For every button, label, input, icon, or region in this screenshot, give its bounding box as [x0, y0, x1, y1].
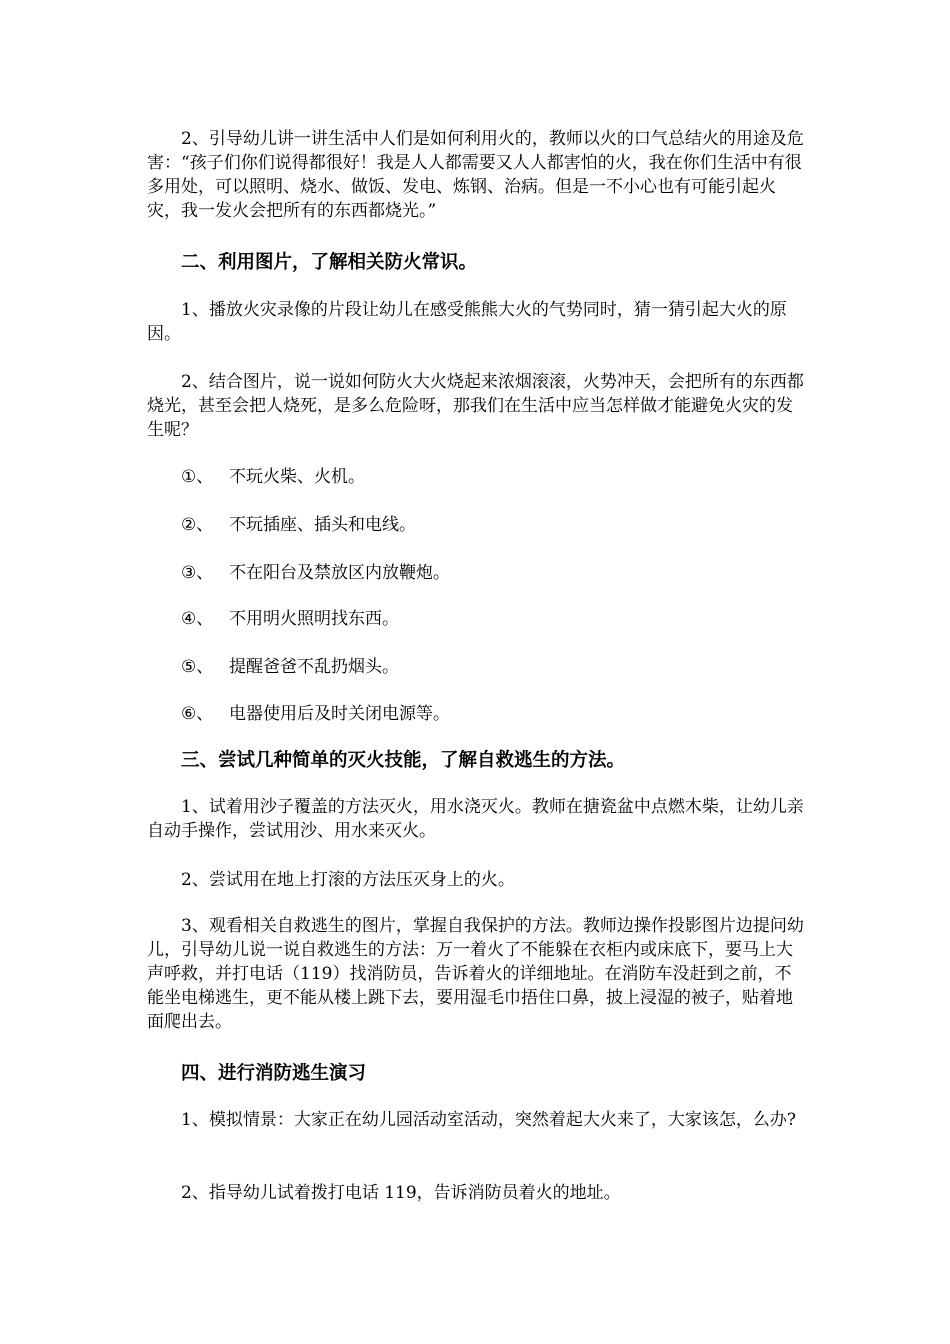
list-item — [181, 561, 801, 585]
heading-section-3: 三、尝试几种简单的灭火技能，了解自救逃生的方法。 — [181, 750, 626, 771]
paragraph-fire-uses: 2、引导幼儿讲一讲生活中人们是如何利用火的，教师以火的口气总结火的用途及危害：“孩子们你们说得都很好！我是人人都需要又人人都害怕的火，我在你们生活中有很多用处，可以照明、烧水、做饭、发电、炼钢、治病。但是一不小心也有可能引起火灾，我一发火会把所有的东西都烧光。” — [147, 129, 804, 221]
paragraph-fire-video: 1、播放火灾录像的片段让幼儿在感受熊熊大火的气势同时，猜一猜引起大火的原因。 — [147, 300, 787, 344]
paragraph-sand-water: 1、试着用沙子覆盖的方法灭火，用水浇灭火。教师在搪瓷盆中点燃木柴，让幼儿亲自动手操作，尝试用沙、用水来灭火。 — [147, 797, 804, 841]
paragraph-simulation: 1、模拟情景：大家正在幼儿园活动室活动，突然着起大火来了，大家该怎，么办? — [181, 1110, 796, 1130]
list-item-text: 电器使用后及时关闭电源等。 — [229, 704, 450, 724]
list-item — [181, 607, 801, 631]
list-item — [181, 702, 801, 726]
list-item-text: 不玩火柴、火机。 — [229, 467, 365, 487]
list-item-marker: ③、 — [181, 563, 214, 583]
list-item — [181, 465, 801, 489]
paragraph-fire-prevention: 2、结合图片，说一说如何防火大火烧起来浓烟滚滚，火势冲天，会把所有的东西都烧光，甚至会把人烧死，是多么危险呀，那我们在生活中应当怎样做才能避免火灾的发生呢？ — [147, 372, 804, 440]
paragraph-roll-on-ground: 2、尝试用在地上打滚的方法压灭身上的火。 — [181, 870, 515, 890]
list-item-text: 不玩插座、插头和电线。 — [229, 515, 416, 535]
list-item-marker: ②、 — [181, 515, 214, 535]
list-item-text: 不在阳台及禁放区内放鞭炮。 — [229, 563, 450, 583]
list-item-marker: ⑤、 — [181, 657, 214, 677]
heading-section-4: 四、进行消防逃生演习 — [181, 1063, 367, 1084]
list-item-marker: ④、 — [181, 609, 214, 629]
heading-section-2: 二、利用图片，了解相关防火常识。 — [181, 252, 478, 273]
paragraph-self-rescue: 3、观看相关自救逃生的图片，掌握自我保护的方法。教师边操作投影图片边提问幼儿，引导幼儿说一说自救逃生的方法：万一着火了不能躲在衣柜内或床底下，要马上大声呼救，并打电话（119）找消防员，告诉着火的详细地址。在消防车没赶到之前，不能坐电梯逃生，更不能从楼上跳下去，要用湿毛巾捂住口鼻，披上浸湿的被子，贴着地面爬出去。 — [147, 916, 804, 1032]
list-item-text: 提醒爸爸不乱扔烟头。 — [229, 657, 399, 677]
list-item-marker: ⑥、 — [181, 704, 214, 724]
list-item-marker: ①、 — [181, 467, 214, 487]
list-item-text: 不用明火照明找东西。 — [229, 609, 399, 629]
list-item — [181, 513, 801, 537]
paragraph-call-119: 2、指导幼儿试着拨打电话 119，告诉消防员着火的地址。 — [181, 1183, 621, 1203]
list-item — [181, 655, 801, 679]
